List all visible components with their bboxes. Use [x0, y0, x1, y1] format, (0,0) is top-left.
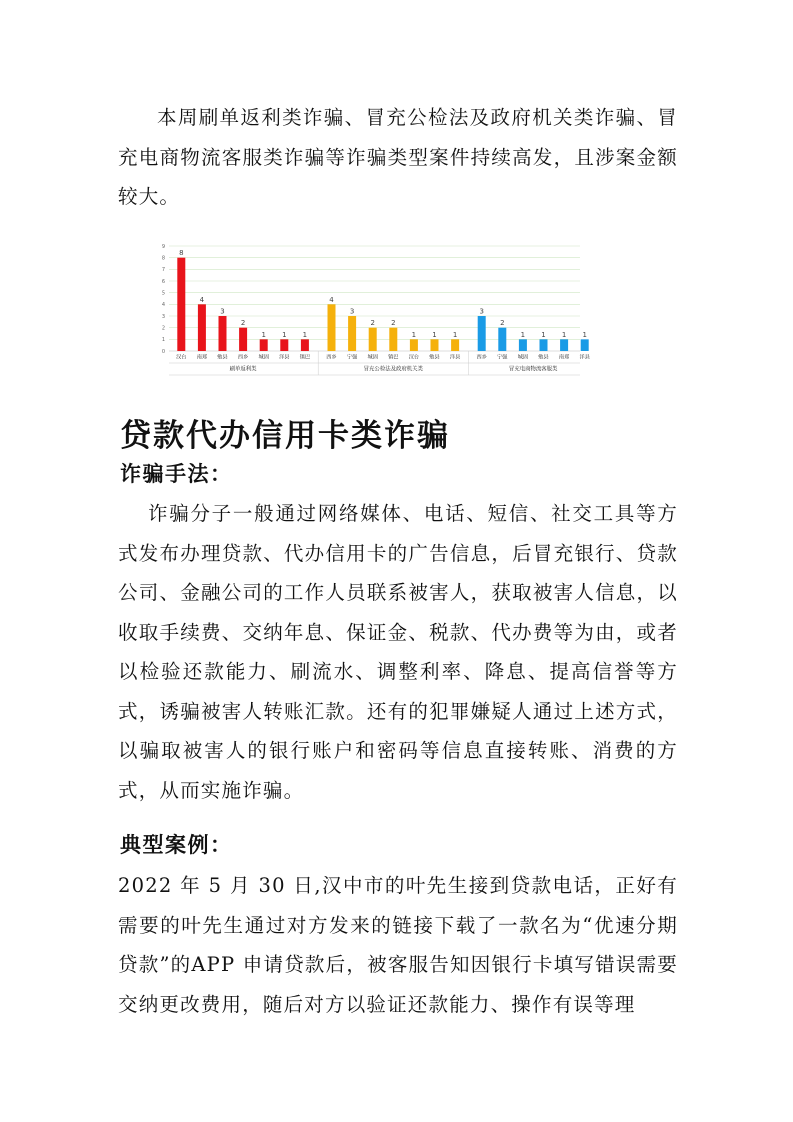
category-label: 西乡: [476, 354, 487, 361]
data-label: 1: [561, 330, 567, 339]
y-tick-label: 7: [161, 267, 165, 274]
case-paragraph: 2022 年 5 月 30 日,汉中市的叶先生接到贷款电话，正好有需要的叶先生通过对方发来的链接下载了一款名为“优速分期贷款”的APP 申请贷款后，被客服告知因银行卡填写错误需要交纳更改费用，随后对方以验证还款能力、操作有误等理: [118, 874, 678, 1016]
bar-1-4: [410, 339, 418, 351]
group-label: 冒充电商物流客服类: [508, 366, 558, 373]
bar-0-5: [280, 339, 288, 351]
section-title: 贷款代办信用卡类诈骗: [120, 418, 450, 454]
bar-0-0: [177, 258, 185, 351]
group-label: 刷单返利类: [229, 366, 257, 373]
chart-labels: [176, 249, 590, 372]
category-label: 勉县: [217, 354, 228, 361]
bar-1-1: [348, 316, 356, 351]
bar-0-2: [219, 316, 227, 351]
y-tick-label: 5: [161, 290, 165, 297]
data-label: 1: [302, 330, 308, 339]
bar-2-0: [478, 316, 486, 351]
y-tick-label: 9: [161, 243, 165, 250]
method-paragraph: 诈骗分子一般通过网络媒体、电话、短信、社交工具等方式发布办理贷款、代办信用卡的广告信息，后冒充银行、贷款公司、金融公司的工作人员联系被害人，获取被害人信息，以收取手续费、交纳年息、保证金、税款、代办费等为由，或者以检验还款能力、刷流水、调整利率、降息、提高信誉等方式，诱骗被害人转账汇款。还有的犯罪嫌疑人通过上述方式，以骗取被害人的银行账户和密码等信息直接转账、消费的方式，从而实施诈骗。: [118, 502, 678, 802]
intro-paragraph: 本周刷单返利类诈骗、冒充公检法及政府机关类诈骗、冒充电商物流客服类诈骗等诈骗类型案件持续高发，且涉案金额较大。: [118, 106, 678, 208]
y-tick-label: 0: [161, 348, 165, 355]
category-label: 城固: [517, 354, 529, 361]
bar-2-1: [498, 328, 506, 351]
y-tick-label: 3: [161, 313, 165, 320]
bar-2-2: [519, 339, 527, 351]
bar-2-3: [540, 339, 548, 351]
category-label: 南郑: [558, 354, 570, 361]
data-label: 4: [199, 295, 205, 304]
bar-1-3: [389, 328, 397, 351]
data-label: 1: [261, 330, 266, 339]
case-heading: 典型案例：: [120, 833, 233, 857]
category-label: 洋县: [279, 354, 290, 361]
category-label: 洋县: [449, 354, 461, 361]
category-label: 勉县: [429, 354, 440, 361]
data-label: 2: [391, 319, 396, 328]
y-tick-label: 4: [161, 302, 165, 309]
bar-2-5: [581, 339, 589, 351]
data-label: 3: [349, 307, 355, 316]
data-label: 1: [541, 330, 546, 339]
y-tick-label: 6: [161, 278, 165, 285]
bar-1-6: [451, 339, 459, 351]
chart-y-axis: [162, 244, 165, 355]
data-label: 1: [582, 330, 587, 339]
data-label: 3: [220, 307, 225, 316]
bar-1-5: [431, 339, 439, 351]
category-label: 镇巴: [388, 354, 399, 361]
y-tick-label: 2: [161, 325, 165, 332]
y-tick-label: 1: [161, 337, 165, 344]
fraud-type-bar-chart: [155, 238, 590, 380]
data-label: 2: [240, 319, 246, 328]
category-label: 西乡: [326, 354, 337, 361]
category-label: 城固: [258, 354, 269, 361]
category-label: 汉台: [176, 354, 187, 361]
category-label: 城固: [367, 354, 378, 361]
category-label: 西乡: [237, 354, 249, 361]
bar-0-3: [239, 328, 247, 351]
data-label: 1: [520, 330, 526, 339]
group-label: 冒充公检法及政府机关类: [363, 366, 423, 373]
category-label: 勉县: [538, 354, 549, 361]
bar-0-4: [260, 339, 268, 351]
category-label: 汉台: [408, 354, 420, 361]
data-label: 1: [432, 330, 437, 339]
method-heading: 诈骗手法：: [120, 462, 233, 486]
category-label: 宁强: [346, 354, 358, 361]
bar-0-1: [198, 304, 206, 351]
bar-1-0: [328, 304, 336, 351]
data-label: 2: [500, 319, 505, 328]
data-label: 1: [411, 330, 417, 339]
bar-1-2: [369, 328, 377, 351]
bar-2-4: [560, 339, 568, 351]
data-label: 1: [282, 330, 287, 339]
bar-0-6: [301, 339, 309, 351]
category-label: 宁强: [497, 354, 508, 361]
category-label: 洋县: [579, 354, 590, 361]
data-label: 1: [452, 330, 458, 339]
y-tick-label: 8: [161, 255, 165, 262]
data-label: 3: [479, 307, 484, 316]
category-label: 南郑: [196, 354, 208, 361]
category-label: 镇巴: [299, 354, 311, 361]
data-label: 4: [329, 295, 334, 304]
data-label: 8: [179, 249, 184, 258]
data-label: 2: [370, 319, 375, 328]
